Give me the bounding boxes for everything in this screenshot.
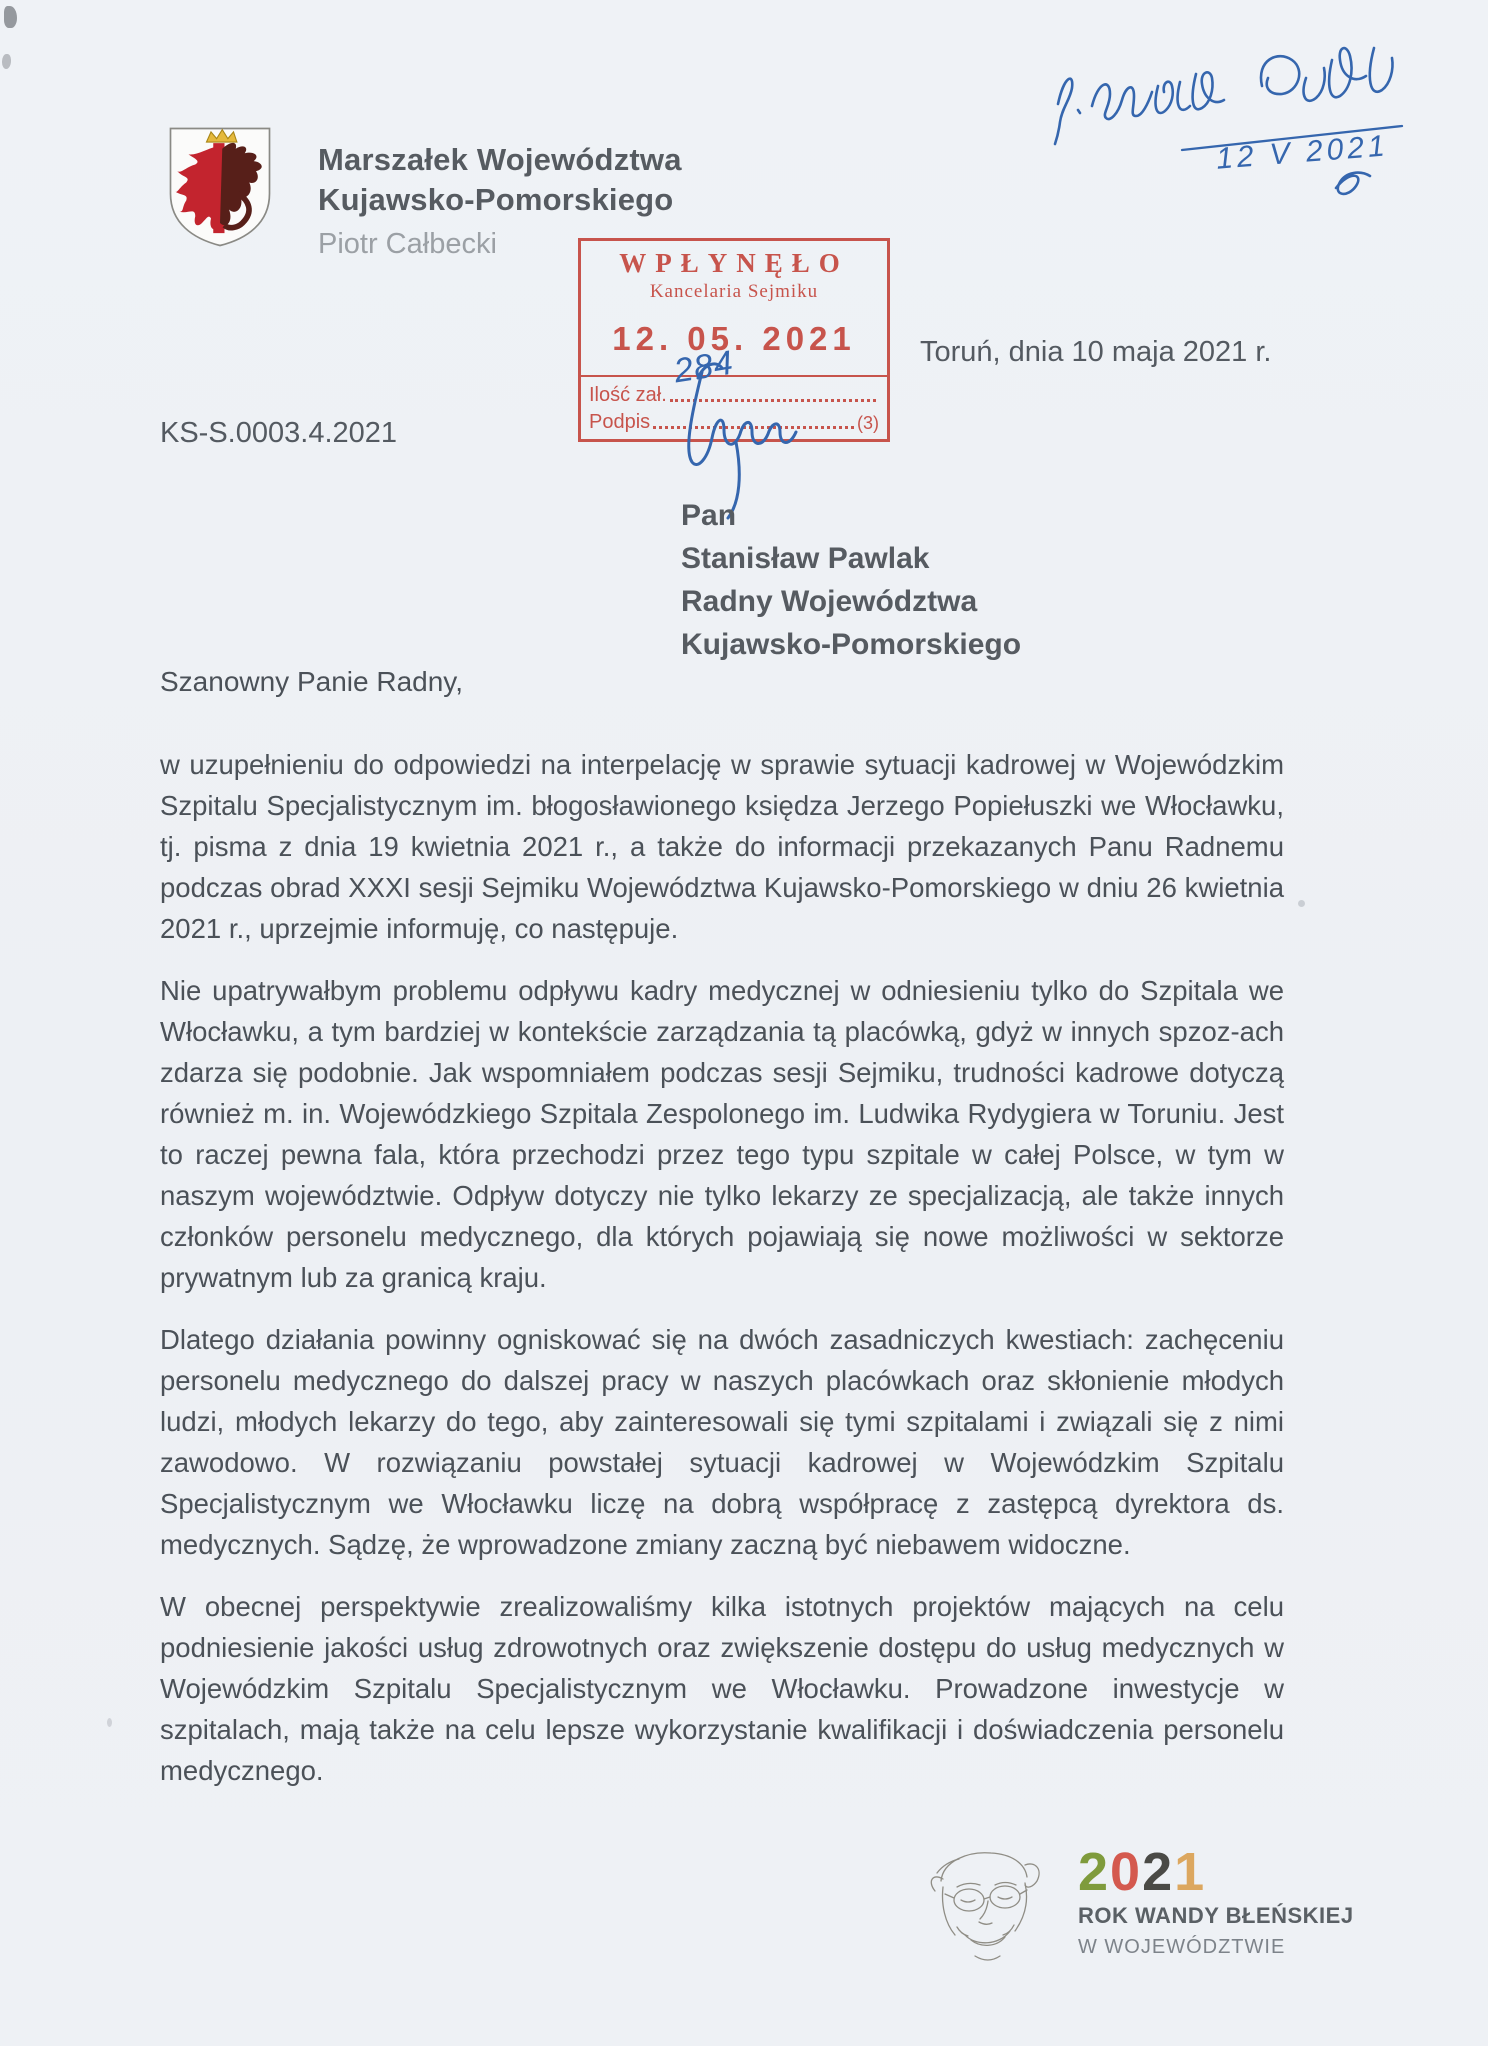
handwritten-scrawl xyxy=(1040,26,1435,231)
reference-number: KS-S.0003.4.2021 xyxy=(160,417,398,449)
scan-artifact xyxy=(107,1718,112,1727)
coat-of-arms-graphic xyxy=(152,124,288,250)
kujawsko-pomorskie-coat-of-arms-icon xyxy=(152,124,288,250)
handwritten-annotation xyxy=(1040,26,1435,231)
letter-paragraph: w uzupełnieniu do odpowiedzi na interpelację w sprawie sytuacji kadrowej w Wojewódzkim Szpitalu Specjalistycznym im. błogosławionego księdza Jerzego Popiełuszki we Włocławku, tj. pisma z dnia 19 kwietnia 2021 r., a także do informacji przekazanych Panu Radnemu podczas obrad XXXI sesji Sejmiku Województwa Kujawsko-Pomorskiego w dniu 26 kwietnia 2021 r., uprzejmie informuję, co następuje. xyxy=(160,749,1284,944)
handwritten-date: 12 V 2021 xyxy=(1214,129,1390,176)
recipient-name: Stanisław Pawlak xyxy=(681,542,930,575)
year-digit: 1 xyxy=(1174,1842,1207,1902)
stamp-attachments-label: Ilość zał. xyxy=(589,384,667,406)
letterhead-title-line2: Kujawsko-Pomorskiego xyxy=(318,182,674,217)
stamp-received-label: WPŁYNĘŁO xyxy=(619,248,849,278)
scan-artifact xyxy=(4,6,17,28)
letter-paragraph: Dlatego działania powinny ogniskować się na dwóch zasadniczych kwestiach: zachęceniu personelu medycznego do dalszej pracy w naszych placówkach oraz skłonienie młodych ludzi, młodych lekarzy do tego, aby zainteresowali się tymi szpitalami i związali się z nimi zawodowo. W rozwiązaniu powstałej sytuacji kadrowej w Wojewódzkim Szpitalu Specjalistycznym we Włocławku liczę na dobrą współpracę z zastępcą dyrektora ds. medycznych. Sądzę, że wprowadzone zmiany zaczną być niebawem widoczne. xyxy=(160,1324,1284,1560)
anniversary-logo-text xyxy=(1078,1843,1354,1959)
anniversary-year xyxy=(1078,1843,1354,1901)
letter-paragraph: W obecnej perspektywie zrealizowaliśmy kilka istotnych projektów mających na celu podniesienie jakości usług zdrowotnych oraz zwiększenie dostępu do usług medycznych w Wojewódzkim Szpitalu Specjalistycznym we Włocławku. Prowadzone inwestycje w szpitalach, mają także na celu lepsze wykorzystanie kwalifikacji i doświadczenia personelu medycznego. xyxy=(160,1591,1284,1786)
scan-artifact xyxy=(1298,900,1305,907)
recipient-block xyxy=(681,494,1021,666)
letterhead-marshal-name: Piotr Całbecki xyxy=(318,228,497,260)
recipient-title-line1: Radny Województwa xyxy=(681,585,978,618)
stamp-date: 12. 05. 2021 xyxy=(612,320,856,357)
portrait-sketch-graphic xyxy=(912,1843,1064,1973)
stamp-signature-label: Podpis xyxy=(589,411,651,433)
recipient-title-line2: Kujawsko-Pomorskiego xyxy=(681,628,1022,661)
scan-artifact xyxy=(2,54,11,69)
recipient-salutation-word: Pan xyxy=(681,499,737,532)
year-digit: 2 xyxy=(1078,1842,1111,1902)
letterhead-title-line1: Marszałek Województwa xyxy=(318,142,682,177)
handwritten-attachment-count: 284 xyxy=(671,343,737,391)
wanda-blenska-portrait-sketch xyxy=(912,1843,1064,1973)
place-and-date: Toruń, dnia 10 maja 2021 r. xyxy=(920,336,1272,368)
stamp-signature-suffix: (3) xyxy=(857,413,879,433)
year-digit: 2 xyxy=(1142,1842,1175,1902)
anniversary-line1: ROK WANDY BŁEŃSKIEJ xyxy=(1078,1903,1354,1928)
anniversary-line2: W WOJEWÓDZTWIE xyxy=(1078,1936,1286,1958)
letter-salutation: Szanowny Panie Radny, xyxy=(160,666,463,697)
letter-body xyxy=(160,744,1284,1812)
stamp-office-label: Kancelaria Sejmiku xyxy=(649,281,819,302)
year-digit: 0 xyxy=(1110,1842,1143,1902)
letter-paragraph: Nie upatrywałbym problemu odpływu kadry medycznej w odniesieniu tylko do Szpitala we Włocławku, a tym bardziej w kontekście zarządzania tą placówką, gdyż w innych spzoz-ach zdarza się podobnie. Jak wspomniałem podczas sesji Sejmiku, trudności kadrowe dotyczą również m. in. Wojewódzkiego Szpitala Zespolonego im. Ludwika Rydygiera w Toruniu. Jest to raczej pewna fala, która przechodzi przez tego typu szpitale w całej Polsce, w tym w naszym województwie. Odpływ dotyczy nie tylko lekarzy ze specjalizacją, ale także innych członków personelu medycznego, dla których pojawiają się nowe możliwości w sektorze prywatnym lub za granicą kraju. xyxy=(160,975,1284,1293)
